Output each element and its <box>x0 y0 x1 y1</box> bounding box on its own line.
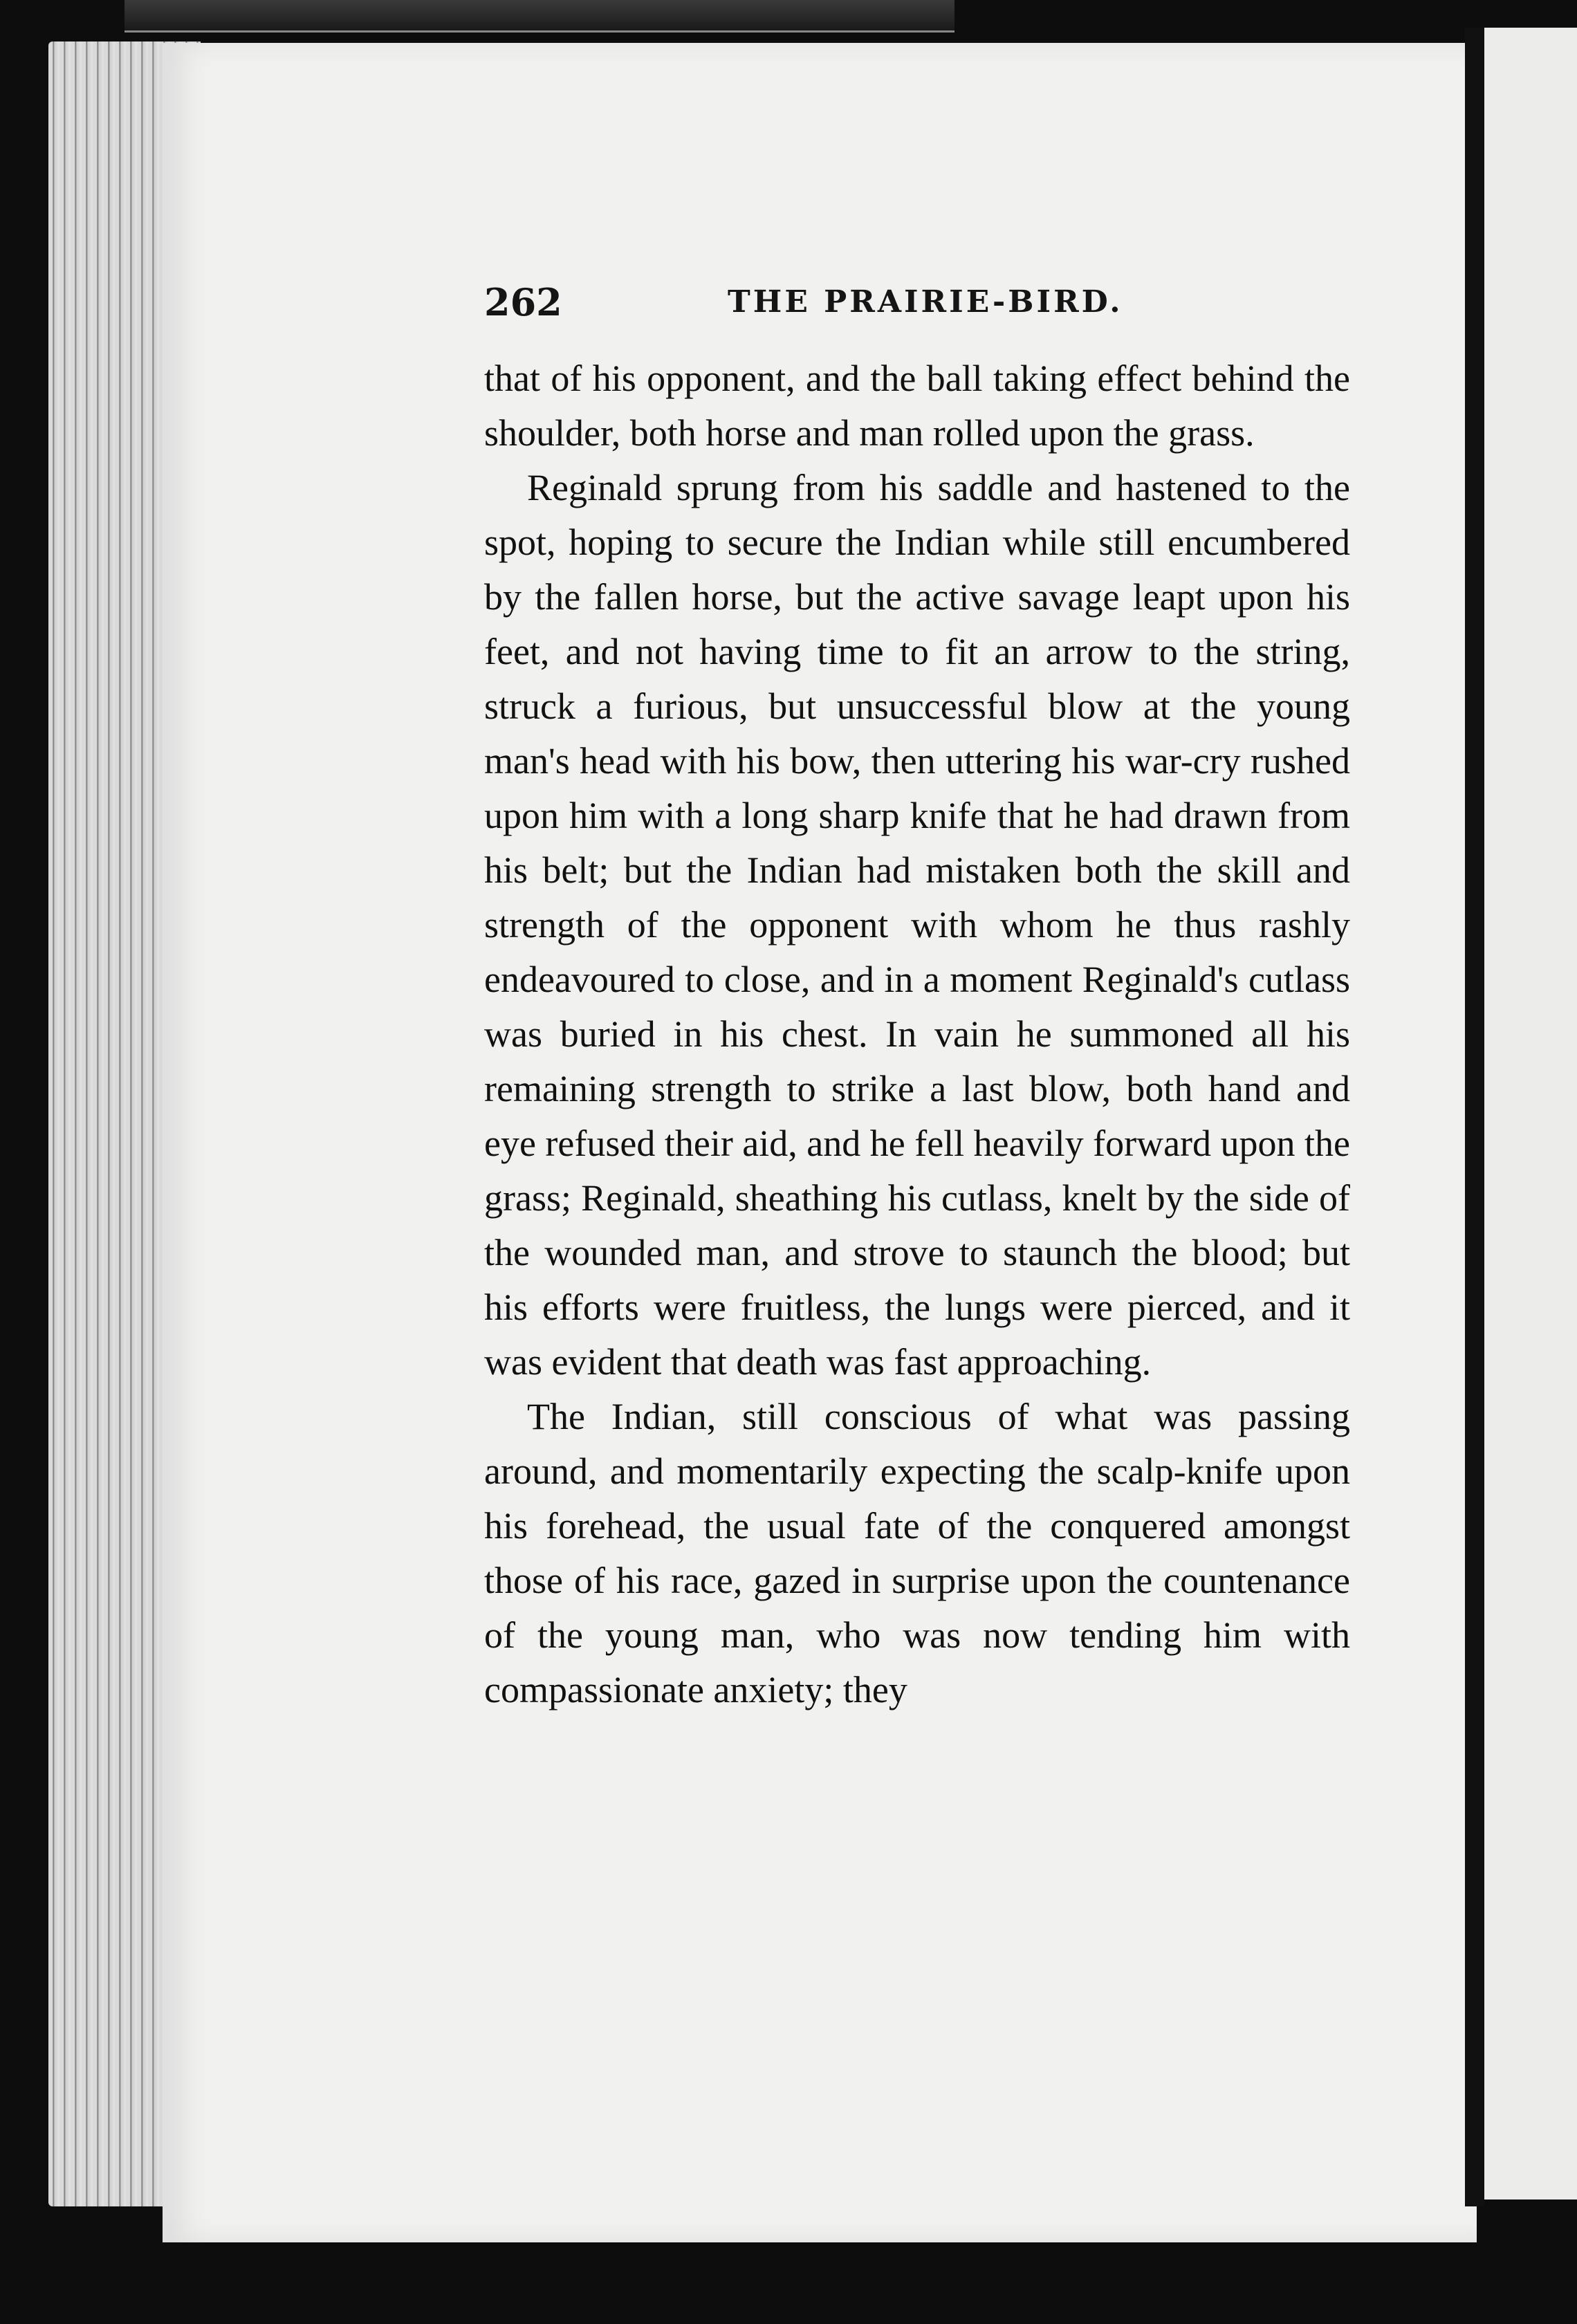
gutter-shadow <box>1465 28 1484 2206</box>
paragraph: Reginald sprung from his saddle and hastened to the spot, hoping to secure the Indian while still encumbered by the fallen horse, but the active savage leapt upon his feet, and not having time to fit an arrow to the string, struck a furious, but unsuccessful blow at the young man's head with his bow, then uttering his war-cry rushed upon him with a long sharp knife that he had drawn from his belt; but the Indian had mistaken both the skill and strength of the opponent with whom he thus rashly endeavoured to close, and in a moment Reginald's cutlass was buried in his chest. In vain he summoned all his remaining strength to strike a last blow, both hand and eye refused their aid, and he fell heavily forward upon the grass; Reginald, sheathing his cutlass, knelt by the side of the wounded man, and strove to staunch the blood; but his efforts were fruitless, the lungs were pierced, and it was evident that death was fast approaching. <box>484 467 1350 1383</box>
running-title: THE PRAIRIE-BIRD. <box>728 284 1123 320</box>
body-text <box>484 351 1350 1717</box>
paragraph: The Indian, still conscious of what was passing around, and momentarily expecting the scalp-knife upon his forehead, the usual fate of the conquered amongst those of his race, gazed in surprise upon the countenance of the young man, who was now tending him with compassionate anxiety; they <box>484 1396 1350 1710</box>
facing-page-edge <box>1484 28 1577 2200</box>
page-number: 262 <box>484 280 562 324</box>
paragraph-continued: that of his opponent, and the ball taking effect behind the shoulder, both horse and man rolled upon the grass. <box>484 358 1350 454</box>
book-top-edge <box>124 0 954 33</box>
